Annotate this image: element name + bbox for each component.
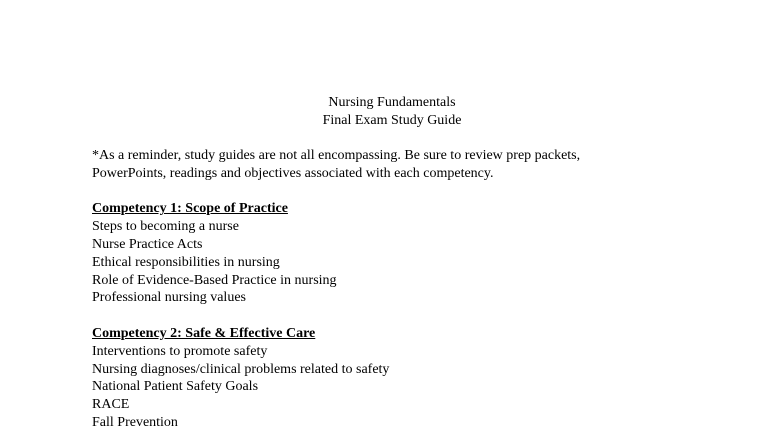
competency-heading: Competency 1: Scope of Practice (92, 201, 288, 217)
list-item: Fall Prevention (92, 414, 178, 430)
list-item: Interventions to promote safety (92, 343, 268, 359)
list-item: Nursing diagnoses/clinical problems related to safety (92, 361, 390, 377)
list-item: Steps to becoming a nurse (92, 219, 239, 235)
list-item: Nurse Practice Acts (92, 236, 203, 252)
list-item: National Patient Safety Goals (92, 379, 259, 395)
list-item: Professional nursing values (92, 290, 246, 306)
guide-title: Final Exam Study Guide (322, 113, 462, 128)
document-body (92, 147, 752, 432)
competency-section-1 (92, 200, 752, 307)
competency-section-2 (92, 325, 752, 432)
list-item: RACE (92, 397, 130, 413)
list-item: Ethical responsibilities in nursing (92, 254, 280, 270)
reminder-line: *As a reminder, study guides are not all encompassing. Be sure to review prep packets, (92, 148, 581, 163)
list-item: Role of Evidence-Based Practice in nursing (92, 272, 337, 288)
reminder-note (92, 147, 752, 183)
course-title: Nursing Fundamentals (328, 95, 456, 110)
document-title (0, 94, 784, 130)
reminder-line: PowerPoints, readings and objectives associated with each competency. (92, 165, 494, 181)
competency-heading: Competency 2: Safe & Effective Care (92, 325, 316, 341)
